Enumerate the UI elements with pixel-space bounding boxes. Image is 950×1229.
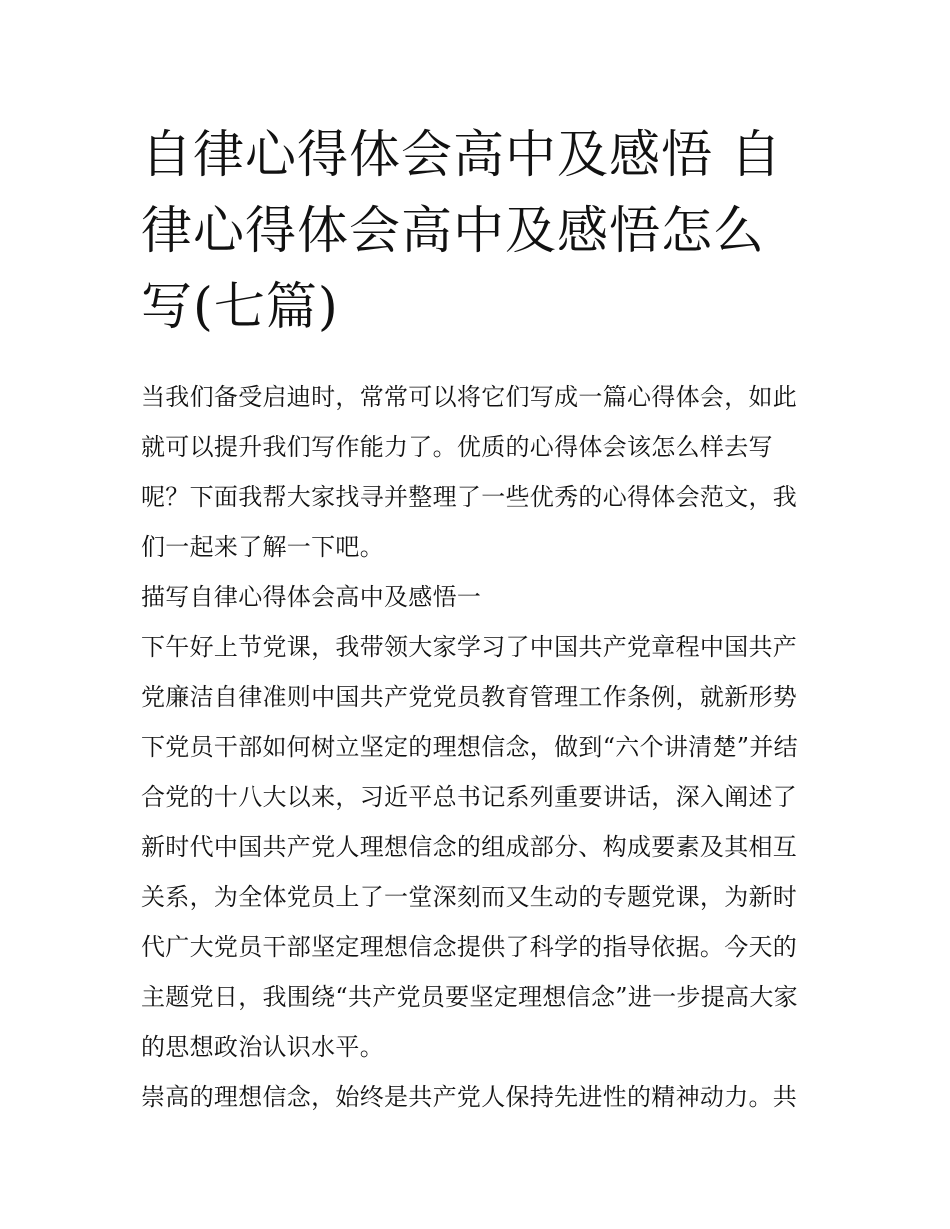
document-body — [141, 118, 813, 1122]
body-paragraph: 下午好上节党课，我带领大家学习了中国共产党章程中国共产党廉洁自律准则中国共产党党员教育管理工作条例，就新形势下党员干部如何树立坚定的理想信念，做到“六个讲清楚”并结合党的十八大以来，习近平总书记系列重要讲话，深入阐述了新时代中国共产党人理想信念的组成部分、构成要素及其相互关系，为全体党员上了一堂深刻而又生动的专题党课，为新时代广大党员干部坚定理想信念提供了科学的指导依据。今天的主题党日，我围绕“共产党员要坚定理想信念”进一步提高大家的思想政治认识水平。 — [141, 633, 798, 1061]
intro-paragraph: 当我们备受启迪时，常常可以将它们写成一篇心得体会，如此就可以提升我们写作能力了。优质的心得体会该怎么样去写呢？下面我帮大家找寻并整理了一些优秀的心得体会范文，我们一起来了解一下吧。 — [141, 383, 798, 561]
body-paragraph-continued: 崇高的理想信念，始终是共产党人保持先进性的精神动力。共 — [141, 1083, 798, 1111]
section-heading: 描写自律心得体会高中及感悟一 — [141, 583, 482, 611]
document-title: 自律心得体会高中及感悟 自律心得体会高中及感悟怎么写(七篇) — [141, 126, 783, 337]
